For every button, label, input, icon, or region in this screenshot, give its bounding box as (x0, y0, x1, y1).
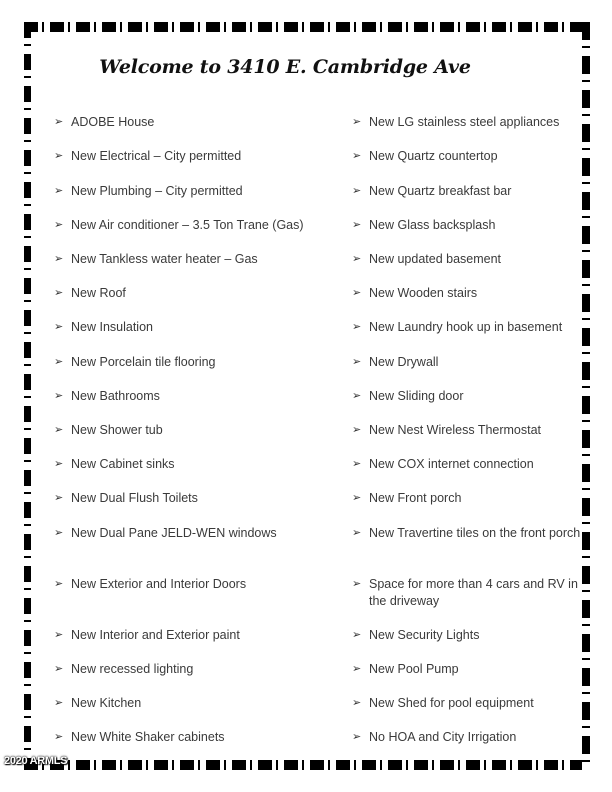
arrow-bullet-icon: ➢ (54, 527, 64, 539)
arrow-bullet-icon: ➢ (54, 116, 64, 128)
feature-item (352, 576, 582, 610)
arrow-bullet-icon: ➢ (352, 663, 362, 675)
arrow-bullet-icon: ➢ (352, 731, 362, 743)
arrow-bullet-icon: ➢ (352, 629, 362, 641)
arrow-bullet-icon: ➢ (54, 185, 64, 197)
decorative-border-left (24, 22, 31, 770)
feature-text: New COX internet connection (369, 457, 534, 471)
arrow-bullet-icon: ➢ (54, 424, 64, 436)
feature-item (54, 661, 334, 678)
feature-text: Space for more than 4 cars and RV in the driveway (369, 577, 578, 608)
feature-text: New updated basement (369, 252, 502, 266)
arrow-bullet-icon: ➢ (54, 356, 64, 368)
arrow-bullet-icon: ➢ (54, 253, 64, 265)
feature-item (352, 251, 582, 268)
feature-text: New recessed lighting (71, 662, 194, 676)
decorative-border-bottom (24, 760, 590, 770)
feature-item (54, 576, 334, 593)
feature-item (352, 217, 582, 234)
arrow-bullet-icon: ➢ (352, 185, 362, 197)
feature-item (352, 456, 582, 473)
arrow-bullet-icon: ➢ (352, 424, 362, 436)
arrow-bullet-icon: ➢ (352, 697, 362, 709)
arrow-bullet-icon: ➢ (352, 321, 362, 333)
feature-text: New Front porch (369, 491, 462, 505)
feature-text: New Quartz breakfast bar (369, 184, 512, 198)
feature-item (54, 422, 334, 439)
page-title: Welcome to 3410 E. Cambridge Ave (99, 56, 471, 78)
feature-text: New Security Lights (369, 628, 480, 642)
feature-item (54, 627, 334, 644)
feature-item (54, 388, 334, 405)
arrow-bullet-icon: ➢ (54, 578, 64, 590)
arrow-bullet-icon: ➢ (352, 356, 362, 368)
feature-text: New Interior and Exterior paint (71, 628, 240, 642)
feature-text: New Insulation (71, 320, 153, 334)
feature-item (352, 422, 582, 439)
feature-item (54, 695, 334, 712)
feature-item (352, 490, 582, 507)
feature-item (54, 183, 334, 200)
arrow-bullet-icon: ➢ (54, 287, 64, 299)
feature-item (54, 251, 334, 268)
feature-item (54, 148, 334, 165)
feature-item (54, 490, 334, 507)
arrow-bullet-icon: ➢ (54, 697, 64, 709)
feature-item (54, 285, 334, 302)
decorative-border-right (582, 22, 590, 770)
feature-text: New Electrical – City permitted (71, 149, 242, 163)
feature-item (54, 114, 334, 131)
feature-text: New Bathrooms (71, 389, 160, 403)
arrow-bullet-icon: ➢ (54, 731, 64, 743)
feature-item (352, 388, 582, 405)
feature-text: New Wooden stairs (369, 286, 478, 300)
feature-item (352, 354, 582, 371)
feature-text: New Laundry hook up in basement (369, 320, 563, 334)
feature-text: No HOA and City Irrigation (369, 730, 517, 744)
feature-text: New Travertine tiles on the front porch (369, 526, 581, 540)
feature-text: New Exterior and Interior Doors (71, 577, 247, 591)
arrow-bullet-icon: ➢ (54, 492, 64, 504)
feature-text: New Cabinet sinks (71, 457, 175, 471)
arrow-bullet-icon: ➢ (352, 287, 362, 299)
feature-item (54, 525, 334, 542)
feature-text: New Shower tub (71, 423, 163, 437)
feature-text: New Quartz countertop (369, 149, 498, 163)
feature-text: New Dual Flush Toilets (71, 491, 198, 505)
arrow-bullet-icon: ➢ (352, 492, 362, 504)
decorative-border-top (24, 22, 590, 32)
feature-item (54, 217, 334, 234)
arrow-bullet-icon: ➢ (54, 390, 64, 402)
feature-text: New Air conditioner – 3.5 Ton Trane (Gas) (71, 218, 304, 232)
feature-item (54, 354, 334, 371)
arrow-bullet-icon: ➢ (352, 578, 362, 590)
feature-item (352, 627, 582, 644)
feature-item (54, 456, 334, 473)
feature-text: New White Shaker cabinets (71, 730, 225, 744)
feature-item (352, 183, 582, 200)
feature-text: New Porcelain tile flooring (71, 355, 216, 369)
arrow-bullet-icon: ➢ (54, 629, 64, 641)
arrow-bullet-icon: ➢ (352, 219, 362, 231)
arrow-bullet-icon: ➢ (54, 321, 64, 333)
arrow-bullet-icon: ➢ (352, 150, 362, 162)
arrow-bullet-icon: ➢ (352, 458, 362, 470)
feature-text: New Glass backsplash (369, 218, 496, 232)
feature-text: New LG stainless steel appliances (369, 115, 560, 129)
feature-text: New Drywall (369, 355, 439, 369)
feature-item (352, 114, 582, 131)
feature-item (352, 285, 582, 302)
feature-item (352, 525, 582, 542)
feature-item (54, 319, 334, 336)
feature-text: ADOBE House (71, 115, 155, 129)
feature-text: New Shed for pool equipment (369, 696, 534, 710)
feature-text: New Roof (71, 286, 126, 300)
feature-text: New Dual Pane JELD-WEN windows (71, 526, 277, 540)
arrow-bullet-icon: ➢ (352, 116, 362, 128)
arrow-bullet-icon: ➢ (352, 253, 362, 265)
feature-text: New Sliding door (369, 389, 464, 403)
feature-item (54, 729, 334, 746)
arrow-bullet-icon: ➢ (352, 390, 362, 402)
feature-item (352, 661, 582, 678)
arrow-bullet-icon: ➢ (352, 527, 362, 539)
arrow-bullet-icon: ➢ (54, 663, 64, 675)
copyright-watermark: 2020 ARMLS (4, 755, 68, 767)
feature-item (352, 695, 582, 712)
feature-text: New Nest Wireless Thermostat (369, 423, 542, 437)
feature-item (352, 148, 582, 165)
feature-text: New Tankless water heater – Gas (71, 252, 258, 266)
feature-item (352, 319, 582, 336)
arrow-bullet-icon: ➢ (54, 150, 64, 162)
arrow-bullet-icon: ➢ (54, 219, 64, 231)
arrow-bullet-icon: ➢ (54, 458, 64, 470)
feature-text: New Kitchen (71, 696, 142, 710)
feature-text: New Pool Pump (369, 662, 459, 676)
feature-item (352, 729, 582, 746)
feature-text: New Plumbing – City permitted (71, 184, 243, 198)
